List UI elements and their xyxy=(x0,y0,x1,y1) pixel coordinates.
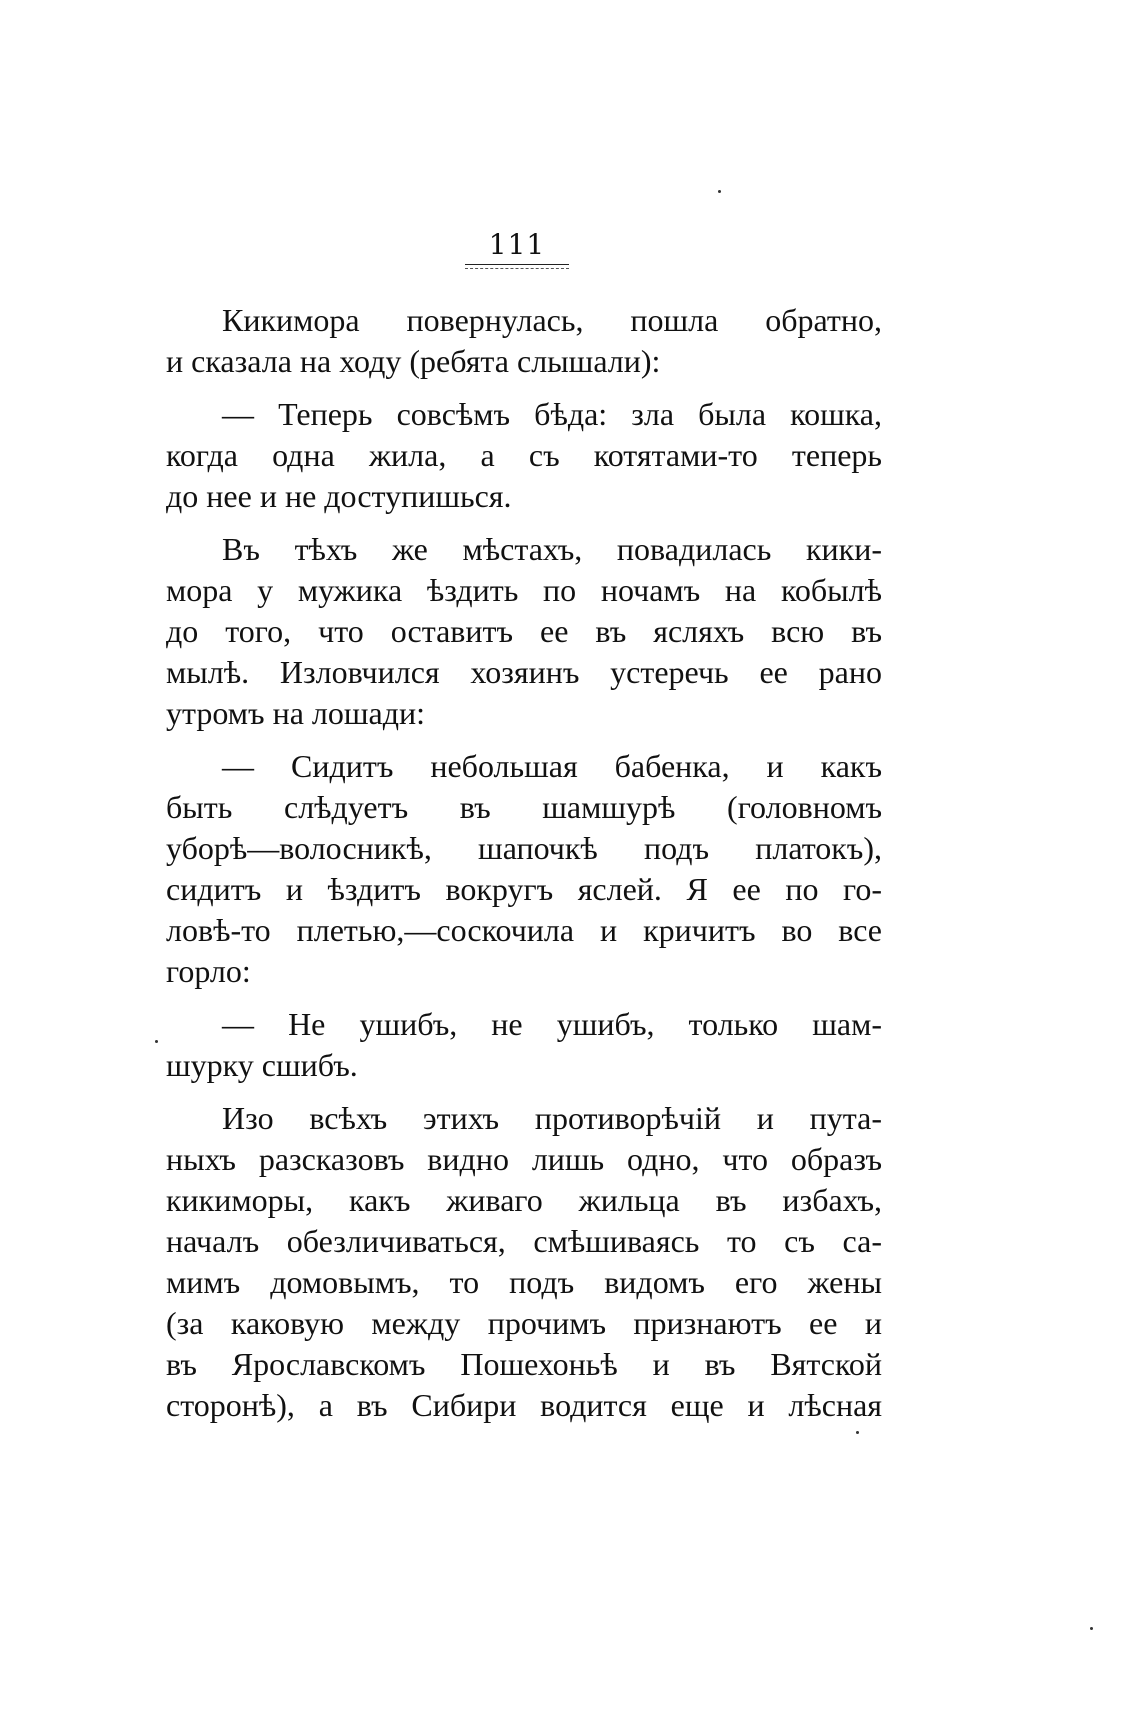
scan-speck xyxy=(155,1040,158,1043)
text-line: и сказала на ходу (ребята слышали): xyxy=(166,343,661,379)
text-line: когда одна жила, а съ котятами-то теперь xyxy=(166,437,882,473)
page-number: 111 xyxy=(488,228,546,261)
text-line: въ Ярославскомъ Пошехоньѣ и въ Вятской xyxy=(166,1346,882,1382)
header-rule xyxy=(465,264,569,265)
text-line: — Сидитъ небольшая бабенка, и какъ xyxy=(222,748,882,784)
text-line: — Теперь совсѣмъ бѣда: зла была кошка, xyxy=(222,396,882,432)
text-line: горло: xyxy=(166,953,251,989)
paragraph xyxy=(166,300,882,382)
text-line: ловѣ-то плетью,—соскочила и кричитъ во все xyxy=(166,912,882,948)
text-line: до того, что оставитъ ее въ ясляхъ всю въ xyxy=(166,613,882,649)
text-line: Изо всѣхъ этихъ противорѣчій и пута- xyxy=(222,1100,882,1136)
paragraph xyxy=(166,394,882,517)
paragraph xyxy=(166,1004,882,1086)
text-line: мора у мужика ѣздить по ночамъ на кобылѣ xyxy=(166,572,882,608)
scan-speck xyxy=(718,190,721,193)
page-header xyxy=(462,230,572,269)
text-line: (за каковую между прочимъ признаютъ ее и xyxy=(166,1305,882,1341)
text-line: Въ тѣхъ же мѣстахъ, повадилась кики- xyxy=(222,531,882,567)
text-line: ныхъ разсказовъ видно лишь одно, что образъ xyxy=(166,1141,882,1177)
body-text xyxy=(166,300,882,1438)
paragraph xyxy=(166,1098,882,1426)
text-line: — Не ушибъ, не ушибъ, только шам- xyxy=(222,1006,882,1042)
text-line: сидитъ и ѣздитъ вокругъ яслей. Я ее по го- xyxy=(166,871,882,907)
text-line: сторонѣ), а въ Сибири водится еще и лѣсная xyxy=(166,1387,882,1423)
scan-speck xyxy=(856,1431,859,1434)
text-line: быть слѣдуетъ въ шамшурѣ (головномъ xyxy=(166,789,882,825)
text-line: началъ обезличиваться, смѣшиваясь то съ са- xyxy=(166,1223,882,1259)
text-line: Кикимора повернулась, пошла обратно, xyxy=(222,302,882,338)
text-line: утромъ на лошади: xyxy=(166,695,425,731)
text-line: мимъ домовымъ, то подъ видомъ его жены xyxy=(166,1264,882,1300)
paragraph xyxy=(166,529,882,734)
text-line: кикиморы, какъ живаго жильца въ избахъ, xyxy=(166,1182,882,1218)
paragraph xyxy=(166,746,882,992)
text-line: уборѣ—волосникѣ, шапочкѣ подъ платокъ), xyxy=(166,830,882,866)
text-line: до нее и не доступишься. xyxy=(166,478,512,514)
text-line: мылѣ. Изловчился хозяинъ устеречь ее рано xyxy=(166,654,882,690)
text-line: шурку сшибъ. xyxy=(166,1047,358,1083)
scan-speck xyxy=(1090,1627,1093,1630)
header-rule-dashed xyxy=(465,268,569,269)
